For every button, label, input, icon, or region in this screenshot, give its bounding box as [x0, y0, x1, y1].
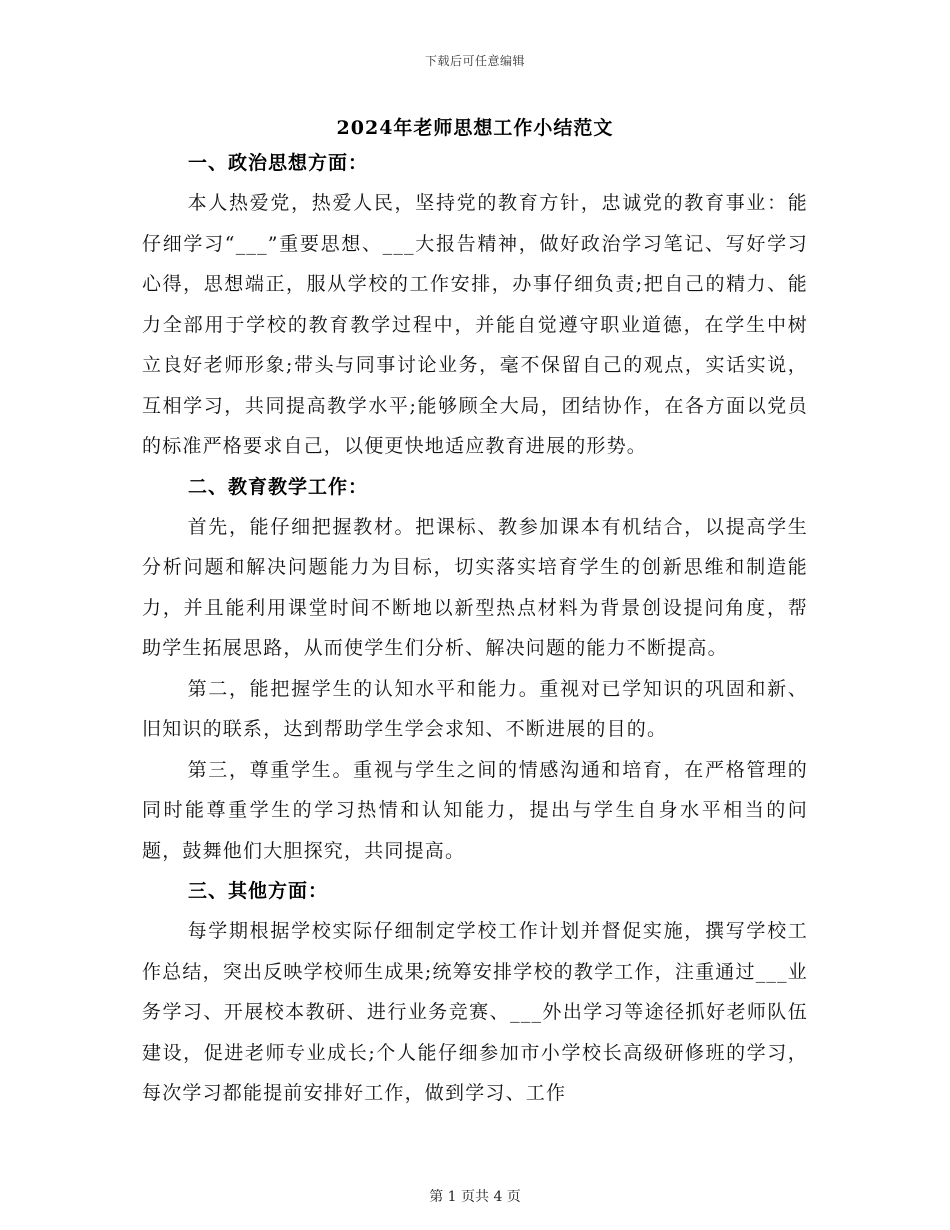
document-body — [142, 143, 808, 1114]
paragraph: 第三，尊重学生。重视与学生之间的情感沟通和培育，在严格管理的同时能尊重学生的学习热情和认知能力，提出与学生自身水平相当的问题，鼓舞他们大胆探究，共同提高。 — [142, 758, 808, 862]
section-political-thought — [142, 143, 808, 467]
header-note: 下载后可任意编辑 — [424, 54, 525, 68]
document-title: 2024年老师思想工作小结范文 — [336, 117, 614, 139]
paragraph: 每学期根据学校实际仔细制定学校工作计划并督促实施，撰写学校工作总结，突出反映学校师生成果;统筹安排学校的教学工作，注重通过___业务学习、开展校本教研、进行业务竞赛、___外出学习等途径抓好老师队伍建设，促进老师专业成长;个人能仔细参加市小学校长高级研修班的学习，每次学习都能提前安排好工作，做到学习、工作 — [142, 920, 808, 1104]
paragraph: 第二，能把握学生的认知水平和能力。重视对已学知识的巩固和新、旧知识的联系，达到帮助学生学会求知、不断进展的目的。 — [142, 677, 808, 740]
paragraph: 本人热爱党，热爱人民，坚持党的教育方针，忠诚党的教育事业：能仔细学习“___”重要思想、___大报告精神，做好政治学习笔记、写好学习心得，思想端正，服从学校的工作安排，办事仔细负责;把自己的精力、能力全部用于学校的教育教学过程中，并能自觉遵守职业道德，在学生中树立良好老师形象;带头与同事讨论业务，毫不保留自己的观点，实话实说，互相学习，共同提高教学水平;能够顾全大局，团结协作，在各方面以党员的标准严格要求自己，以便更快地适应教育进展的形势。 — [142, 192, 808, 457]
section-heading: 三、其他方面： — [188, 880, 329, 902]
paragraph: 首先，能仔细把握教材。把课标、教参加课本有机结合，以提高学生分析问题和解决问题能力为目标，切实落实培育学生的创新思维和制造能力，并且能利用课堂时间不断地以新型热点材料为背景创设提问角度，帮助学生拓展思路，从而使学生们分析、解决问题的能力不断提高。 — [142, 515, 808, 659]
section-heading: 一、政治思想方面： — [188, 152, 369, 174]
page-number-footer: 第 1 页共 4 页 — [429, 1189, 521, 1205]
section-heading: 二、教育教学工作： — [188, 475, 369, 498]
section-teaching-work — [142, 467, 808, 872]
section-other-aspects — [142, 871, 808, 1114]
